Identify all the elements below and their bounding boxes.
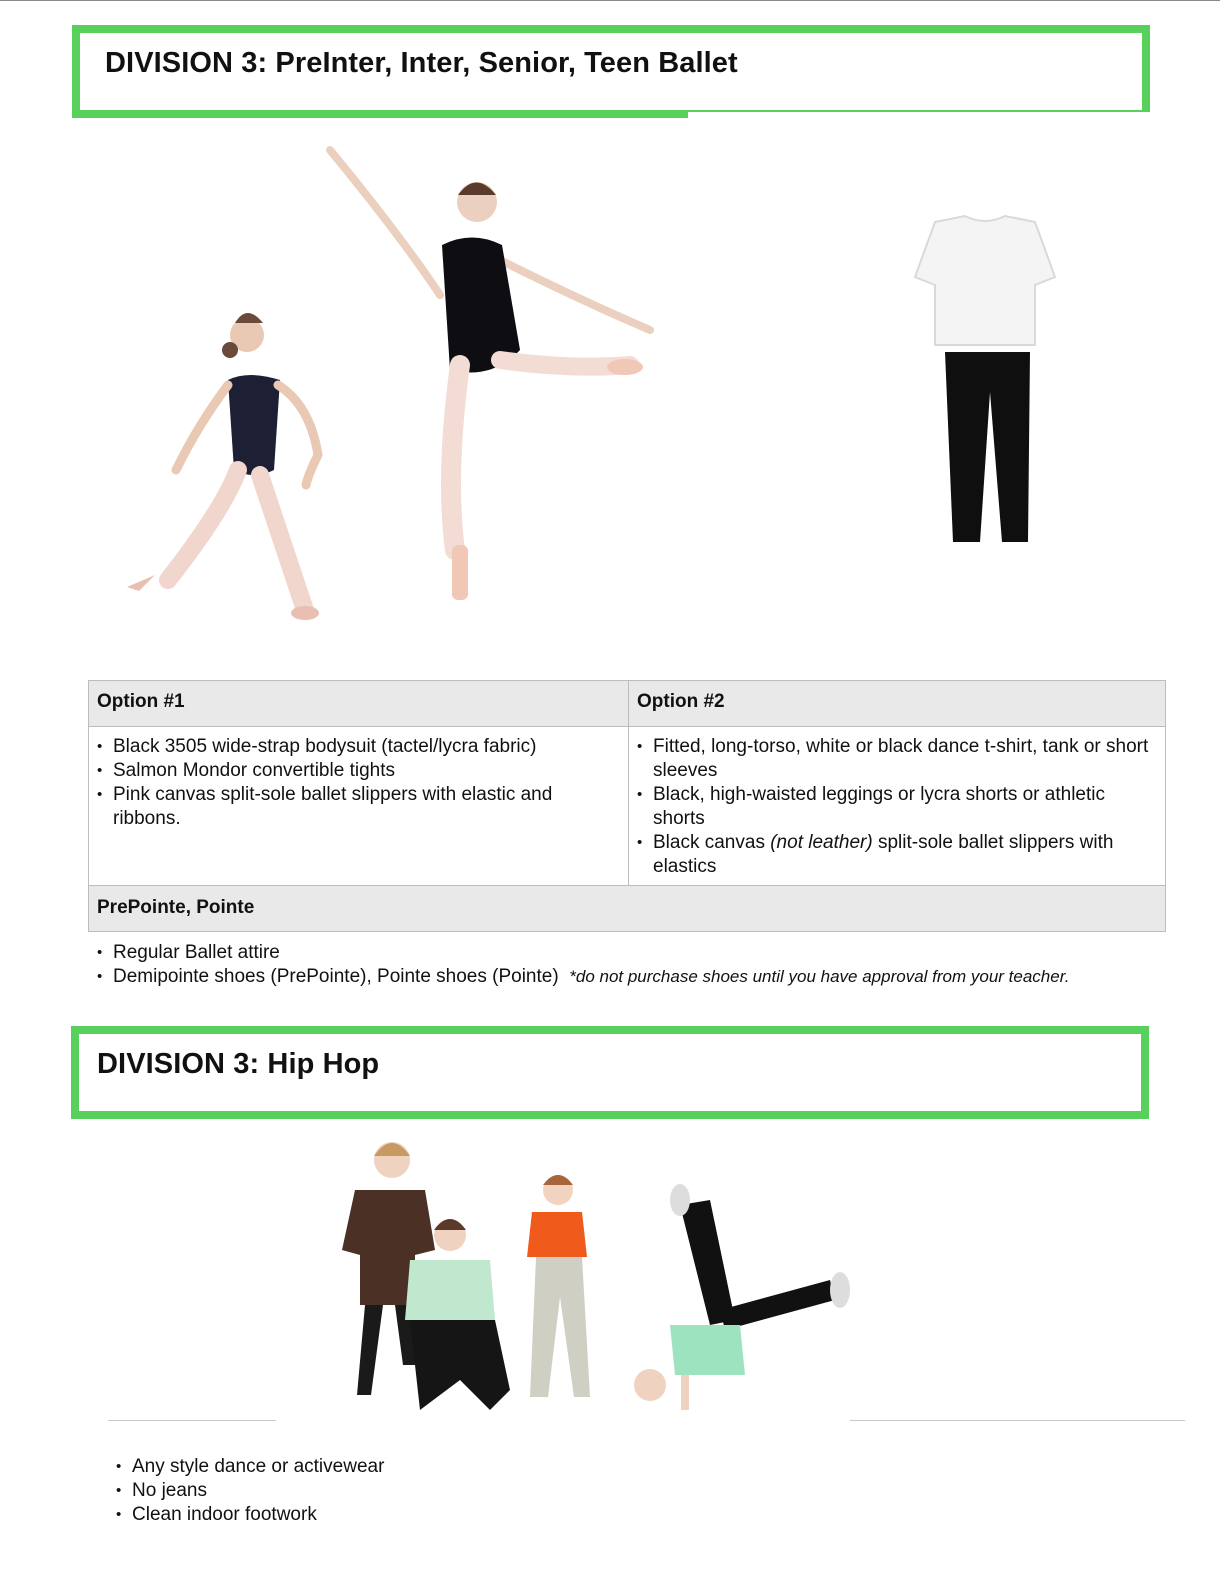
option2-cell — [629, 727, 1166, 886]
ballet-dancers-photo — [110, 135, 670, 635]
prepointe-header-label: PrePointe, Pointe — [97, 897, 255, 918]
divider-line-right — [850, 1420, 1185, 1421]
list-item: • Clean indoor footwork — [116, 1503, 716, 1527]
option1-header: Option #1 — [89, 681, 629, 727]
top-rule — [0, 0, 1220, 1]
list-item: • Regular Ballet attire — [97, 941, 1177, 965]
list-item: • Any style dance or activewear — [116, 1455, 716, 1479]
kneeling-dancer-figure — [127, 313, 319, 620]
ballet-division-title: DIVISION 3: PreInter, Inter, Senior, Teen Ballet — [105, 47, 738, 79]
black-leggings — [945, 352, 1030, 542]
not-leather-note: (not leather) — [770, 832, 873, 853]
arabesque-dancer-figure — [330, 150, 650, 600]
list-item — [637, 831, 1157, 879]
slipper-text-pre: Black canvas — [653, 832, 771, 853]
list-item: • Salmon Mondor convertible tights — [97, 759, 620, 783]
slipper-text-post: split-sole ballet slippers with elastics — [653, 832, 1114, 877]
hiphop-dancers-photo — [300, 1130, 860, 1425]
list-item: • Black, high-waisted leggings or lycra shorts or athletic shorts — [637, 783, 1157, 831]
ballet-division-header — [72, 25, 1150, 118]
option2-list — [637, 735, 1157, 879]
options-header-row — [89, 681, 1166, 727]
tshirt-leggings-photo — [905, 212, 1065, 557]
list-item: • Black 3505 wide-strap bodysuit (tactel/lycra fabric) — [97, 735, 620, 759]
prepointe-header — [88, 885, 1166, 932]
white-tshirt — [915, 216, 1055, 345]
divider-line-left — [108, 1420, 276, 1421]
list-item — [97, 965, 1177, 989]
header-border-gap — [688, 112, 1158, 120]
option1-list — [97, 735, 620, 831]
option2-header: Option #2 — [629, 681, 1166, 727]
hiphop-attire-list — [116, 1455, 716, 1527]
ballet-options-table — [88, 680, 1166, 886]
dancer-orange-shirt — [527, 1175, 590, 1397]
teacher-approval-note: *do not purchase shoes until you have approval from your teacher. — [569, 967, 1070, 986]
hiphop-division-header — [71, 1026, 1149, 1119]
list-item: • Fitted, long-torso, white or black dance t-shirt, tank or short sleeves — [637, 735, 1157, 783]
option1-cell — [89, 727, 629, 886]
options-body-row — [89, 727, 1166, 886]
list-item: • No jeans — [116, 1479, 716, 1503]
prepointe-list — [97, 941, 1177, 989]
dancer-breakdance — [634, 1184, 850, 1410]
list-item: • Pink canvas split-sole ballet slippers with elastic and ribbons. — [97, 783, 620, 831]
hiphop-division-title: DIVISION 3: Hip Hop — [97, 1048, 380, 1080]
pointe-shoes-text: Demipointe shoes (PrePointe), Pointe shoes (Pointe) — [113, 966, 559, 987]
